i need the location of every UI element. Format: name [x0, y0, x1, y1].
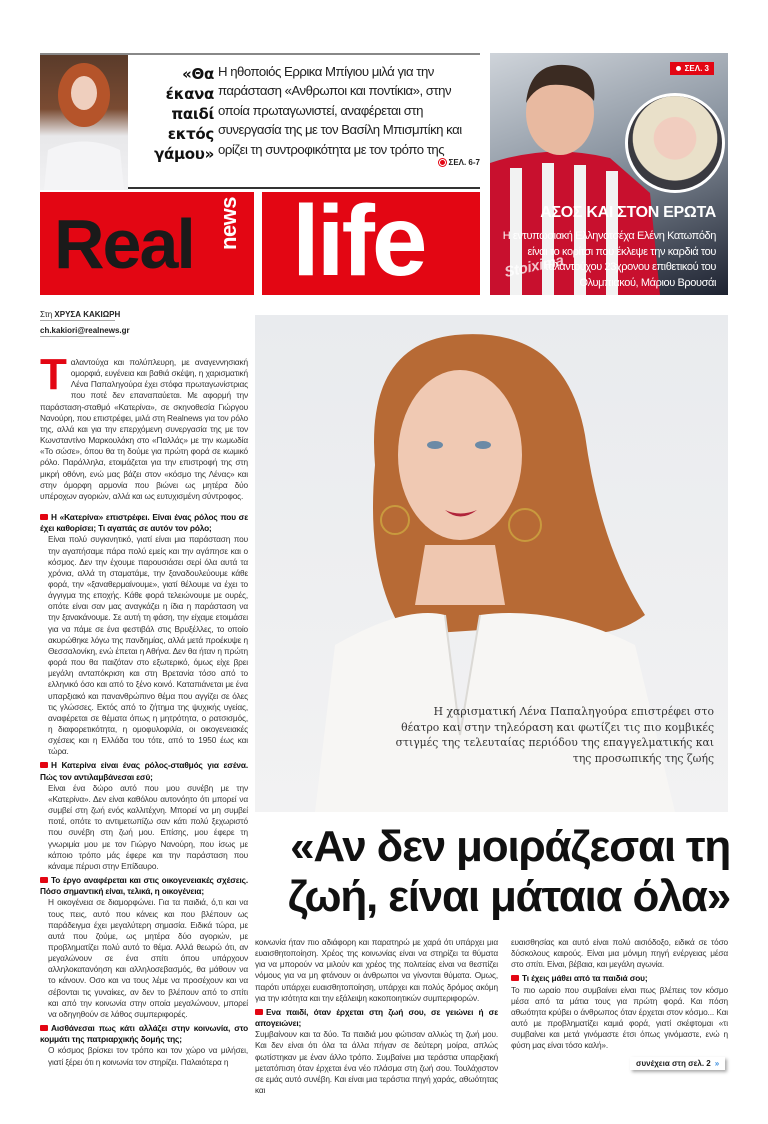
article-column-1 [40, 350, 248, 1068]
logo-news-text: news [216, 196, 241, 250]
author-email[interactable]: ch.kakiori@realnews.gr [40, 326, 130, 335]
question: Η «Κατερίνα» επιστρέφει. Είναι ένας ρόλος που σε έχει καθορίσει; Τι αγαπάς σε αυτόν τον ρόλο; [40, 512, 248, 534]
divider [40, 320, 115, 321]
headline: «Αν δεν μοιράζεσαι τη ζωή, είναι μάταια όλα» [287, 822, 730, 921]
logo-real-news[interactable] [40, 192, 254, 295]
teaser-text: Η ηθοποιός Ερρικα Μπίγιου μιλά για την παράσταση «Ανθρωποι και ποντίκια», στην οποία πρωταγωνιστεί, αναφέρεται στη συνεργασία της με τον Βασίλη Μπισμπίκη και ορίζει τη συντροφικότητα με τον τρόπο της [218, 64, 462, 157]
divider [40, 336, 115, 337]
logo-real-text: Real [54, 205, 194, 283]
continued-label: συνέχεια στη σελ. 2 [636, 1059, 711, 1068]
teaser-title[interactable]: «Θα έκανα παιδί εκτός γάμου» [154, 65, 214, 163]
article-column-2 [255, 937, 498, 1096]
promo-inset-photo [625, 93, 725, 193]
answer: Συμβαίνουν και τα δύο. Τα παιδιά μου φώτισαν αλλιώς τη ζωή μου. Και δεν είναι ότι όλα τα άλλα πήγαν σε δεύτερη μοίρα, απλώς φωτίστηκαν με έναν άλλο τρόπο. Συμβαίνει μια τεράστια υπαρξιακή μετατόπιση όταν έρχεται ένα νέο πλάσμα στη ζωή σου. Τουλάχιστον σε εμάς αυτό συνέβη. Και είναι μια τεράστια πηγή χαράς, αθωότητας και [255, 1029, 498, 1096]
main-photo [255, 315, 728, 812]
teaser-page-ref[interactable] [420, 158, 480, 167]
article-column-3 [511, 937, 728, 1052]
promo-title: ΑΣΟΣ ΚΑΙ ΣΤΟΝ ΕΡΩΤΑ [540, 204, 716, 221]
question: Η Κατερίνα είναι ένας ρόλος-σταθμός για εσένα. Πώς τον αντιλαμβάνεσαι εσύ; [40, 760, 248, 782]
actress-figure [40, 55, 128, 190]
answer: Το πιο ωραίο που συμβαίνει είναι πως βλέπεις τον κόσμο μέσα από τα μάτια τους για πρώτη φορά. Και πόση αθωότητα κρύβει ο άνθρωπος όταν έρχεται στον κόσμο... Και αυτό με προβληματίζει καμιά φορά, γιατί σκέφτομαι «τι συμβαίνει και μετά γινόμαστε έτσι όπως γινόμαστε, ενώ η φύση μας είναι τόσο καλή». [511, 984, 728, 1051]
photo-caption: Η χαρισματική Λένα Παπαληγούρα επιστρέφει στο θέατρο και στην τηλεόραση και φωτίζει τις πιο κομβικές στιγμές της τελευταίας περιόδου της επαγγελματικής και της προσωπικής της ζωής [395, 705, 714, 765]
dropcap: Τ [40, 350, 67, 399]
continued-link[interactable] [630, 1057, 725, 1070]
answer: Η οικογένεια σε διαμορφώνει. Για τα παιδιά, ό,τι και να τους πεις, αυτό που κάνεις και που βλέπουν ως παράδειγμα έχει μεγαλύτερη σημασία. Ειδικά τώρα, με αυτά που ζούμε, ως μητέρα δύο αγοριών, με προβληματίζει πολύ αυτό το θέμα. Αλλά θεωρώ ότι, αν μεγαλώνουν σε ένα σπίτι όπου υπάρχουν αλληλοκατανόηση και αλληλοσεβασμός, θα μάθουν να το κάνουν. Οσο και να τους λέμε να προσέχουν και να σέβονται τις γυναίκες, αν δεν το βλέπουν από το σπίτι και από την κοινωνία στην οποία μεγαλώνουν, μπορεί να οδηγηθούν σε λάθος συμπεριφορές. [48, 897, 248, 1019]
shirt-sponsor-text: Stoixima [502, 251, 566, 282]
teaser-page-label: ΣΕΛ. 6-7 [448, 158, 480, 167]
answer-continued: ευαισθησίας και αυτό είναι πολύ αισιόδοξο, ειδικά σε τόσο δύσκολους καιρούς. Είναι μια μόνιμη πηγή ενέργειας μέσα στο σπίτι. Είναι, βέβαια, και μεγάλη αγωνία. [511, 937, 728, 970]
intro-text: αλαντούχα και πολύπλευρη, με αναγεννησιακή ομορφιά, ευγένεια και βαθιά σκέψη, η χαρισματική Λένα Παπαληγούρα έχει στόφα πρωταγωνίστριας που ποτέ δεν επαναπαύεται. Με αφορμή την παράσταση-σταθμό «Κατερίνα», σε σκηνοθεσία Γιώργου Νανούρη, που επιστρέφει, μιλά στη Realnews για τον ρόλο της, αλλά και για την επερχόμενη συνεργασία της με τον Κωνσταντίνο Μαρκουλάκη στο «Παλλάς» με την κωμωδία «Το σώσε», όπου θα τη δούμε για πρώτη φορά σε κωμικό ρόλο. Παράλληλα, ετοιμάζεται για την επιστροφή της στη μικρή οθόνη, ενώ μας βάζει στον «κόσμο της Λένας» και στην όμορφη αρμονία που βιώνει ως μητέρα δύο υπέροχων αγοριών, αλλά και ως ευτυχισμένη σύντροφος. [40, 357, 248, 501]
byline [40, 310, 120, 319]
teaser-photo[interactable] [40, 55, 128, 190]
article-intro [40, 350, 248, 502]
answer: Ο κόσμος βρίσκει τον τρόπο και τον χώρο να μιλήσει, γιατί ξέρει ότι η κοινωνία τον στηρίζει. Παλαιότερα η [48, 1045, 248, 1067]
promo-text: Η εντυπωσιακή Ελληνοτσέχα Ελένη Κατωπόδη είναι το κορίτσι που έκλεψε την καρδιά του ταλαντούχου 23χρονου επιθετικού του Ολυμπιακού, Μάριου Βρουσάι [502, 230, 716, 289]
target-icon [675, 65, 682, 72]
target-icon [439, 159, 446, 166]
byline-prefix: Στη [40, 310, 53, 319]
logo-life-text: life [292, 185, 425, 297]
logo-life[interactable] [262, 185, 480, 297]
promo-box[interactable] [490, 53, 728, 295]
answer-continued: κοινωνία ήταν πιο αδιάφορη και παρατηρώ με χαρά ότι υπάρχει μια ευαισθητοποίηση. Χρέος της κοινωνίας είναι να στηρίζει τα θύματα για να μπορούν να μιλούν και χρέος της πολιτείας είναι να θεσπίζει νόμους για να μη φτάνουν οι άνθρωποι να γίνονται θύματα. Ομως, παρότι υπάρχει ευαισθητοποίηση, υπάρχει και πολύς δρόμος ακόμη για την ισότητα και την εξάλειψη κακοποιητικών συμπεριφορών. [255, 937, 498, 1003]
answer: Είναι πολύ συγκινητικό, γιατί είναι μια παράσταση που την αγαπήσαμε πάρα πολύ εμείς και την αγάπησε και ο κόσμος. Δεν την έχουμε παρουσιάσει σερί όλα αυτά τα χρόνια, αλλά τη σταματάμε, την ξαναδουλεύουμε κάθε φορά, την «ξαναθερμαίνουμε», γιατί θέλουμε να έχει το άγγιγμα της εποχής. Κάθε φορά τελειώνουμε με ουρές, οπότε είναι σαν μας αναγκάζει η ίδια η παράσταση να την ξανακάνουμε. Σε αυτή τη φάση, την είχαμε ετοιμάσει για να πάμε σε ένα φεστιβάλ στις Βρυξέλλες, το οποίο ακυρώθηκε λόγω της πανδημίας, αλλά μετά προέκυψε η Θεσσαλονίκη, ενώ έπεται η Αθήνα. Δεν θα ήταν η πρώτη φορά που θα παιζόταν στο εξωτερικό, όμως είχε βρει μεγάλη ανταπόκριση και στη Βρετανία τόσο από το ελληνικό όσο και από το ξένο κοινό. Καταπιάνεται με ένα υπαρξιακό και πανανθρώπινο θέμα που αγγίζει σε όλες τις γλώσσες. Εκτός από το ζήτημα της ψυχικής υγείας, αναφέρεται σε θέματα όπως η μητρότητα, ο ρατσισμός, η διαφορετικότητα, η ομοφυλοφιλία, οι οικογενειακές σχέσεις και η Ελλάδα του τότε, από το 1950 έως και τώρα. [48, 534, 248, 757]
byline-author: ΧΡΥΣΑ ΚΑΚΙΩΡΗ [54, 310, 121, 319]
promo-page-label: ΣΕΛ. 3 [684, 64, 709, 73]
answer: Είναι ένα δώρο αυτό που μου συνέβη με την «Κατερίνα». Δεν είναι καθόλου αυτονόητο ότι μπορεί να συμβεί στη ζωή ενός καλλιτέχνη. Μπορεί να μη συμβεί ποτέ, οπότε το αντιμετωπίζω σαν κάτι πολύ ξεχωριστό που συνέβη στη ζωή μου. Επίσης, μου έφερε τη γνωριμία μου με τον Γιώργο Νανούρη, που ίσως με κάποιο τρόπο μάς έφερε και την παράσταση που κάναμε πέρυσι στην Επίδαυρο. [48, 782, 248, 871]
question: Ενα παιδί, όταν έρχεται στη ζωή σου, σε γειώνει ή σε απογειώνει; [255, 1006, 498, 1029]
question: Αισθάνεσαι πως κάτι αλλάζει στην κοινωνία, στο κομμάτι της πατριαρχικής δομής της; [40, 1023, 248, 1045]
question: Το έργο αναφέρεται και στις οικογενειακές σχέσεις. Πόσο σημαντική είναι, τελικά, η οικογένεια; [40, 875, 248, 897]
double-chevron-right-icon: » [714, 1059, 720, 1068]
promo-page-ref[interactable] [670, 62, 714, 75]
question: Τι έχεις μάθει από τα παιδιά σου; [511, 973, 728, 984]
